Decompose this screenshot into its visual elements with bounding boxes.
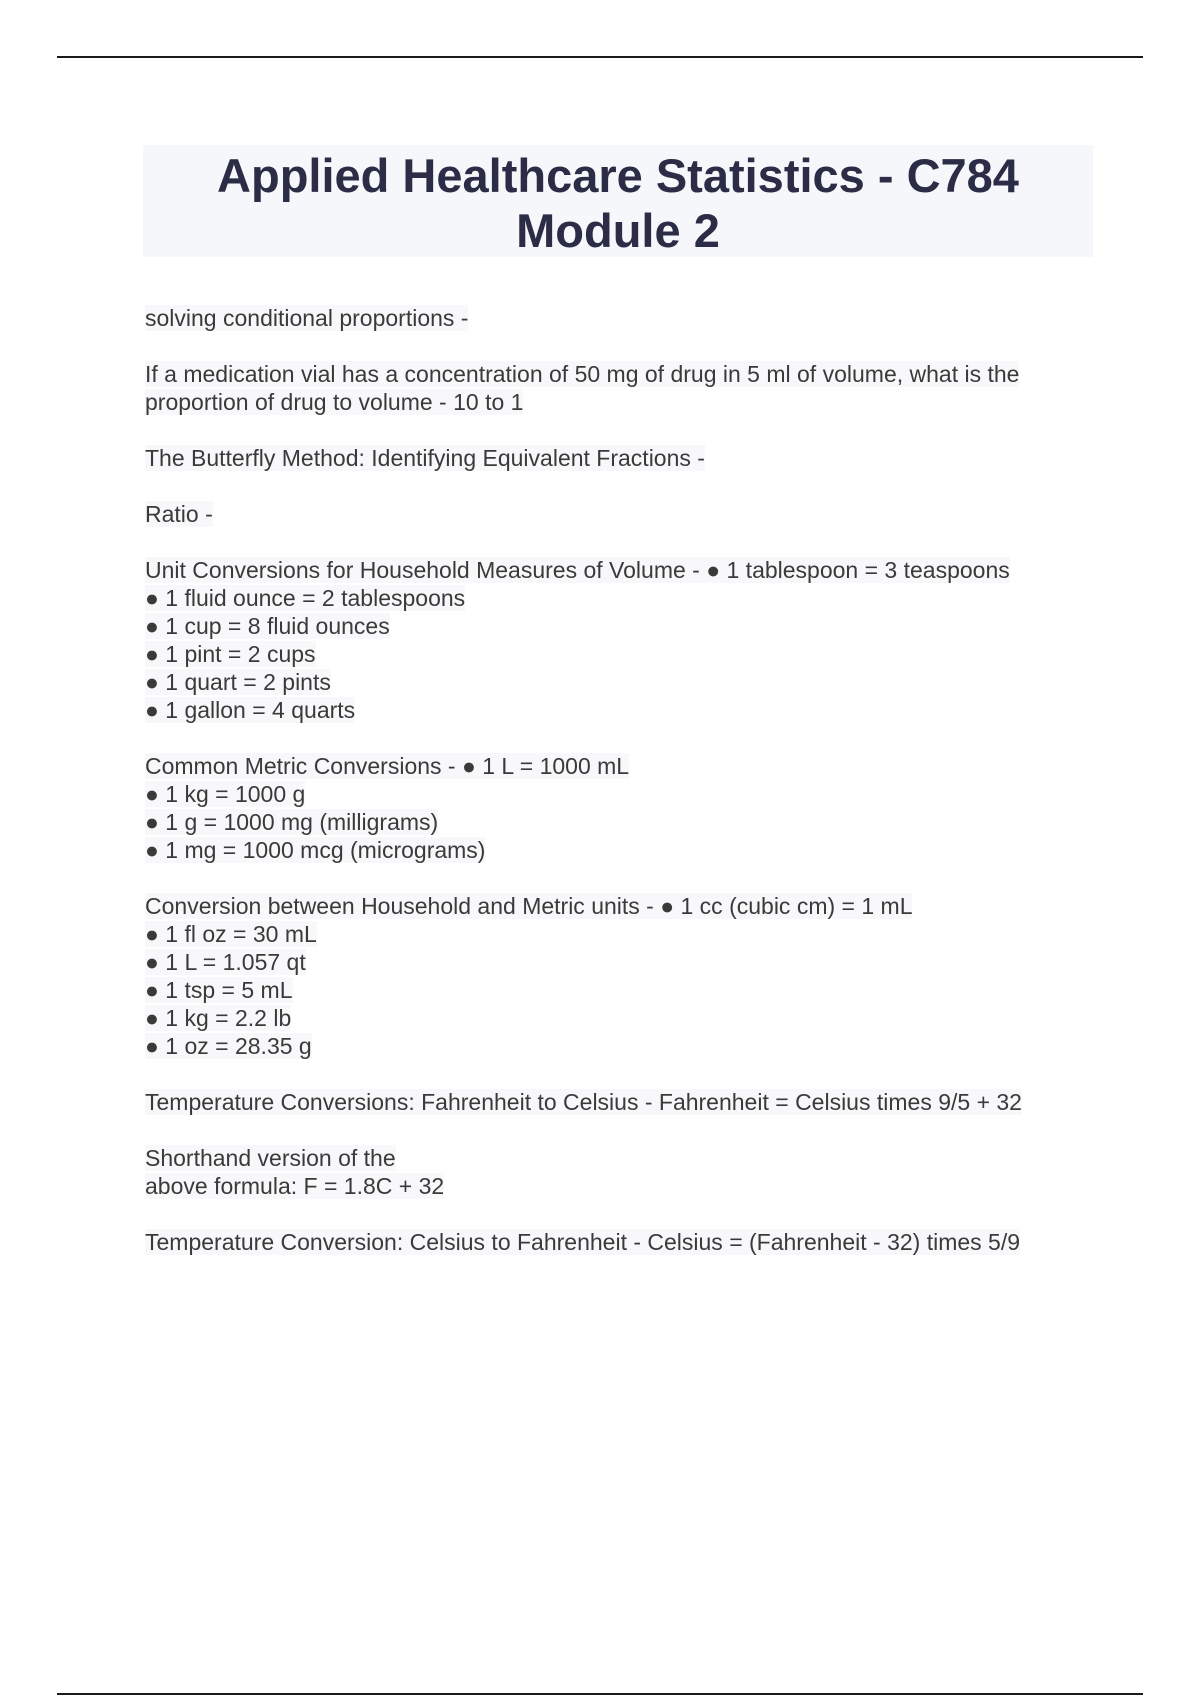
card-line: ● 1 gallon = 4 quarts — [145, 697, 356, 723]
card-line: ● 1 kg = 1000 g — [145, 781, 306, 807]
flashcard-household-volume — [145, 556, 1105, 724]
title-line-2: Module 2 — [516, 204, 720, 257]
flashcard-list — [145, 304, 1105, 1284]
card-line: ● 1 mg = 1000 mcg (micrograms) — [145, 837, 486, 863]
flashcard-conditional-proportions — [145, 304, 1105, 332]
card-line: If a medication vial has a concentration of 50 mg of drug in 5 ml of volume, what is the — [145, 361, 1020, 387]
card-line: Unit Conversions for Household Measures of Volume - ● 1 tablespoon = 3 teaspoons — [145, 557, 1010, 583]
card-line: ● 1 oz = 28.35 g — [145, 1033, 312, 1059]
flashcard-ratio — [145, 500, 1105, 528]
flashcard-metric-conversions — [145, 752, 1105, 864]
card-line: solving conditional proportions - — [145, 305, 469, 331]
card-line: Temperature Conversions: Fahrenheit to Celsius - Fahrenheit = Celsius times 9/5 + 32 — [145, 1089, 1022, 1115]
card-line: Ratio - — [145, 501, 213, 527]
bottom-rule — [57, 1693, 1143, 1695]
card-line: ● 1 kg = 2.2 lb — [145, 1005, 292, 1031]
card-line: ● 1 quart = 2 pints — [145, 669, 331, 695]
card-line: Shorthand version of the — [145, 1145, 396, 1171]
flashcard-household-metric — [145, 892, 1105, 1060]
card-line: ● 1 tsp = 5 mL — [145, 977, 293, 1003]
card-line: ● 1 L = 1.057 qt — [145, 949, 306, 975]
card-line: ● 1 fluid ounce = 2 tablespoons — [145, 585, 466, 611]
card-line: ● 1 fl oz = 30 mL — [145, 921, 317, 947]
document-title — [143, 145, 1093, 258]
title-line-1: Applied Healthcare Statistics - C784 — [217, 149, 1019, 202]
flashcard-butterfly-method — [145, 444, 1105, 472]
top-rule — [57, 56, 1143, 58]
flashcard-fahrenheit-to-celsius — [145, 1088, 1105, 1116]
card-line: proportion of drug to volume - 10 to 1 — [145, 389, 524, 415]
flashcard-shorthand-formula — [145, 1144, 1105, 1200]
title-banner — [143, 145, 1093, 257]
card-line: ● 1 pint = 2 cups — [145, 641, 316, 667]
card-line: ● 1 cup = 8 fluid ounces — [145, 613, 390, 639]
flashcard-celsius-to-fahrenheit — [145, 1228, 1105, 1256]
card-line: Common Metric Conversions - ● 1 L = 1000 mL — [145, 753, 630, 779]
card-line: Temperature Conversion: Celsius to Fahrenheit - Celsius = (Fahrenheit - 32) times 5/9 — [145, 1229, 1021, 1255]
card-line: ● 1 g = 1000 mg (milligrams) — [145, 809, 439, 835]
card-line: The Butterfly Method: Identifying Equivalent Fractions - — [145, 445, 705, 471]
card-line: above formula: F = 1.8C + 32 — [145, 1173, 445, 1199]
card-line: Conversion between Household and Metric units - ● 1 cc (cubic cm) = 1 mL — [145, 893, 913, 919]
flashcard-medication-vial — [145, 360, 1105, 416]
